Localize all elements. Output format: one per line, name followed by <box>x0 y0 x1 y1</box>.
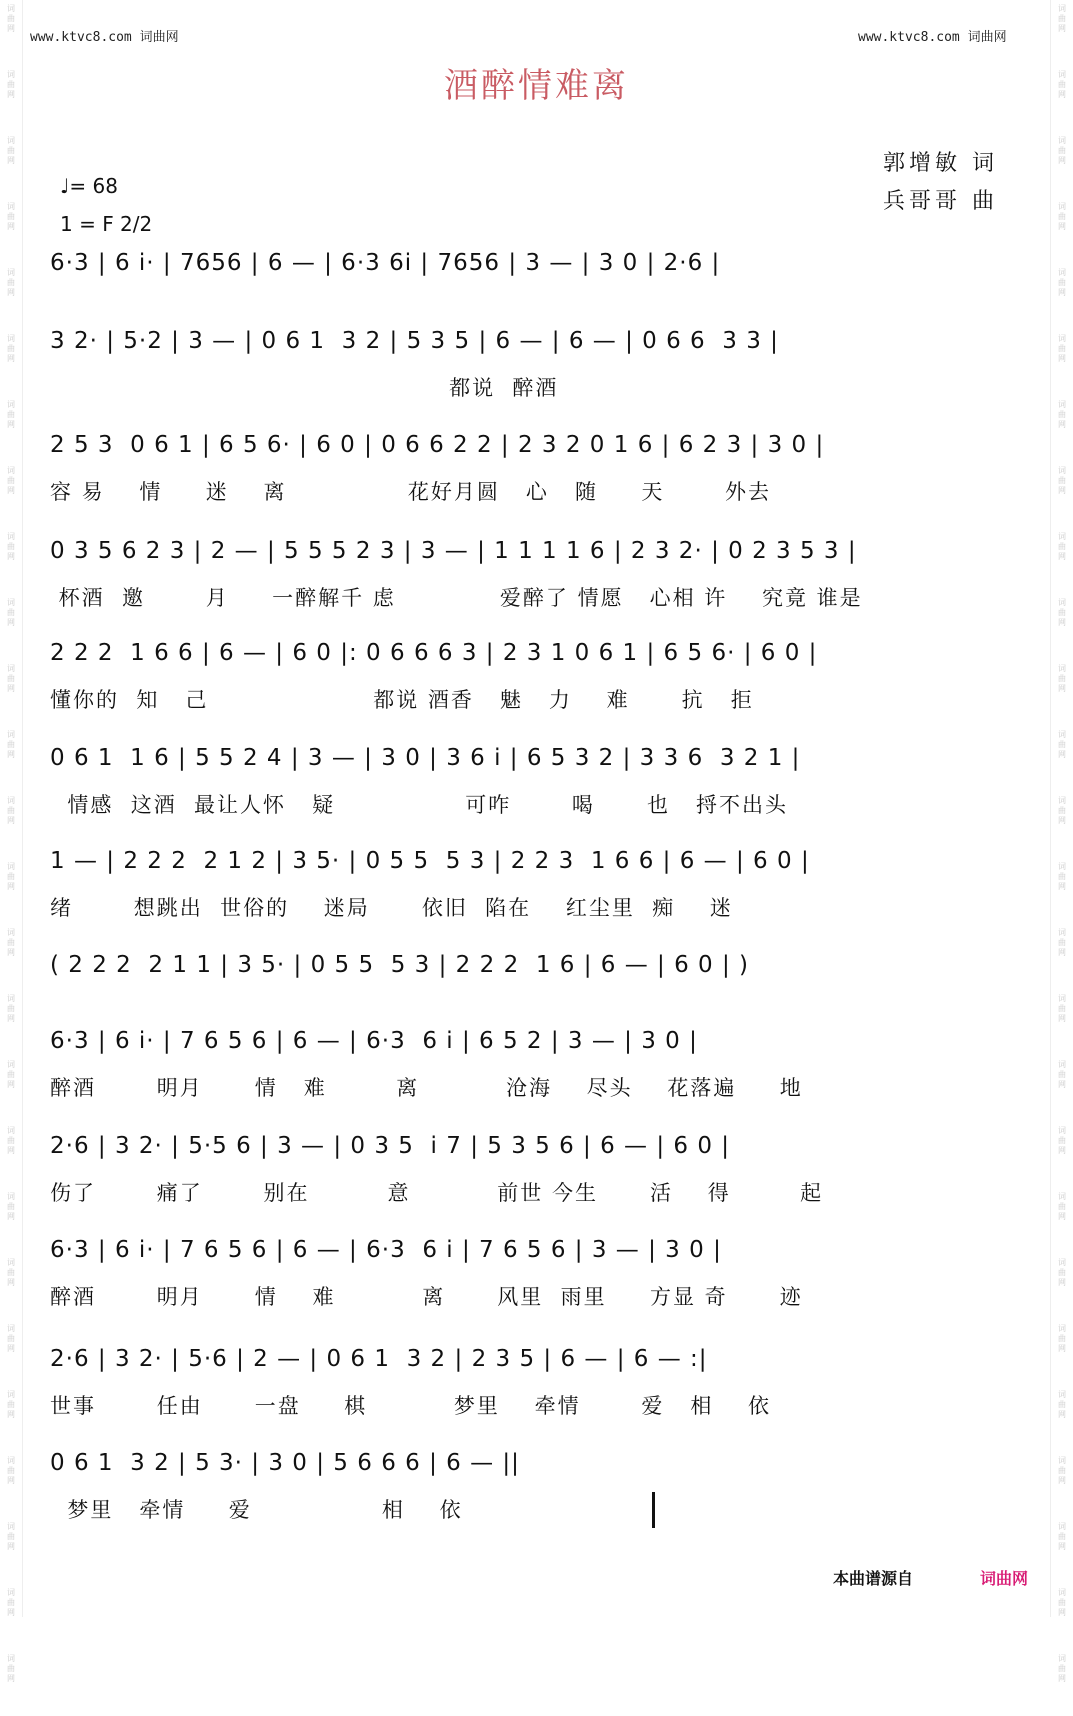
lyrics-text: 醉酒 明月 情 难 离 风里 雨里 方显 奇 迹 <box>50 1285 803 1309</box>
score-line <box>50 538 1010 610</box>
tempo-marking: ♩= 68 <box>60 174 118 198</box>
notation-text: 6·3 | 6 i· | 7 6 5 6 | 6 — | 6·3 6 i | 7 6 5 6 | 3 — | 3 0 | <box>50 1237 722 1263</box>
notation-text: 0 3 5 6 2 3 | 2 — | 5 5 5 2 3 | 3 — | 1 1 1 1 6 | 2 3 2· | 0 2 3 5 3 | <box>50 538 857 564</box>
composer-credit: 兵哥哥 曲 <box>883 189 998 214</box>
song-title: 酒醉情难离 <box>444 66 629 106</box>
lyrics-text: 伤了 痛了 别在 意 前世 今生 活 得 起 <box>50 1181 824 1205</box>
key-signature: 1 = F 2/2 <box>60 212 153 236</box>
lyrics-text: 梦里 牵情 爱 相 依 <box>50 1498 463 1522</box>
notation-text: 0 6 1 3 2 | 5 3· | 3 0 | 5 6 6 6 | 6 — || <box>50 1450 520 1476</box>
left-watermark-strip: 词 曲 网 词 曲 网 词 曲 网 词 曲 网 词 曲 网 词 曲 网 词 曲 网 词 曲 网 词 曲 网 词 曲 网 词 曲 网 词 曲 网 词 曲 网 词 曲 网 词 曲 网 词 曲 网 词 曲 网 词 曲 网 词 曲 网 词 曲 网 词 曲 网 词 曲 网 词 曲 网 词 曲 网 词 曲 网 词 曲 网 <box>0 0 23 1617</box>
source-site: 词曲网 <box>980 1569 1029 1588</box>
notation-text: ( 2 2 2 2 1 1 | 3 5· | 0 5 5 5 3 | 2 2 2 1 6 | 6 — | 6 0 | ) <box>50 952 750 978</box>
score-line <box>50 848 1010 920</box>
notation-text: 2·6 | 3 2· | 5·6 | 2 — | 0 6 1 3 2 | 2 3 5 | 6 — | 6 — :| <box>50 1346 708 1372</box>
final-barline <box>652 1492 655 1528</box>
site-url-left: www.ktvc8.com 词曲网 <box>30 30 179 45</box>
notation-text: 2 5 3 0 6 1 | 6 5 6· | 6 0 | 0 6 6 2 2 | 2 3 2 0 1 6 | 6 2 3 | 3 0 | <box>50 432 825 458</box>
source-label: 本曲谱源自 <box>833 1569 914 1588</box>
lyrics-text: 容 易 情 迷 离 花好月圆 心 随 天 外去 <box>50 480 772 504</box>
site-url-right: www.ktvc8.com 词曲网 <box>858 30 1007 45</box>
score-line <box>50 1133 1010 1205</box>
score-line <box>50 745 1010 817</box>
lyricist-credit: 郭增敏 词 <box>883 151 998 176</box>
lyrics-text: 杯酒 邀 月 一醉解千 虑 爱醉了 情愿 心相 许 究竟 谁是 <box>50 586 863 610</box>
notation-text: 3 2· | 5·2 | 3 — | 0 6 1 3 2 | 5 3 5 | 6 — | 6 — | 0 6 6 3 3 | <box>50 328 779 354</box>
lyrics-text: 都说 醉酒 <box>50 376 559 400</box>
notation-text: 2 2 2 1 6 6 | 6 — | 6 0 |: 0 6 6 6 3 | 2 3 1 0 6 1 | 6 5 6· | 6 0 | <box>50 640 818 666</box>
score-line <box>50 640 1010 712</box>
score-line <box>50 952 1010 996</box>
score-line <box>50 432 1010 504</box>
lyrics-text: 情感 这酒 最让人怀 疑 可咋 喝 也 捋不出头 <box>50 793 789 817</box>
lyrics-text: 世事 任由 一盘 棋 梦里 牵情 爱 相 依 <box>50 1394 772 1418</box>
score-line <box>50 328 1010 400</box>
lyrics-text: 绪 想跳出 世俗的 迷局 依旧 陷在 红尘里 痴 迷 <box>50 896 733 920</box>
score-line <box>50 1237 1010 1309</box>
notation-text: 0 6 1 1 6 | 5 5 2 4 | 3 — | 3 0 | 3 6 i | 6 5 3 2 | 3 3 6 3 2 1 | <box>50 745 801 771</box>
notation-text: 6·3 | 6 i· | 7 6 5 6 | 6 — | 6·3 6 i | 6 5 2 | 3 — | 3 0 | <box>50 1028 698 1054</box>
score-line <box>50 1450 1010 1522</box>
notation-text: 2·6 | 3 2· | 5·5 6 | 3 — | 0 3 5 i 7 | 5 3 5 6 | 6 — | 6 0 | <box>50 1133 731 1159</box>
lyrics-text: 醉酒 明月 情 难 离 沧海 尽头 花落遍 地 <box>50 1076 803 1100</box>
score-line <box>50 250 1010 294</box>
notation-text: 6·3 | 6 i· | 7656 | 6 — | 6·3 6i | 7656 | 3 — | 3 0 | 2·6 | <box>50 250 721 276</box>
lyrics-text: 懂你的 知 己 都说 酒香 魅 力 难 抗 拒 <box>50 688 754 712</box>
score-line <box>50 1346 1010 1418</box>
right-watermark-strip: 词 曲 网 词 曲 网 词 曲 网 词 曲 网 词 曲 网 词 曲 网 词 曲 网 词 曲 网 词 曲 网 词 曲 网 词 曲 网 词 曲 网 词 曲 网 词 曲 网 词 曲 网 词 曲 网 词 曲 网 词 曲 网 词 曲 网 词 曲 网 词 曲 网 词 曲 网 词 曲 网 词 曲 网 词 曲 网 词 曲 网 <box>1050 0 1073 1617</box>
score-line <box>50 1028 1010 1100</box>
notation-text: 1 — | 2 2 2 2 1 2 | 3 5· | 0 5 5 5 3 | 2 2 3 1 6 6 | 6 — | 6 0 | <box>50 848 810 874</box>
